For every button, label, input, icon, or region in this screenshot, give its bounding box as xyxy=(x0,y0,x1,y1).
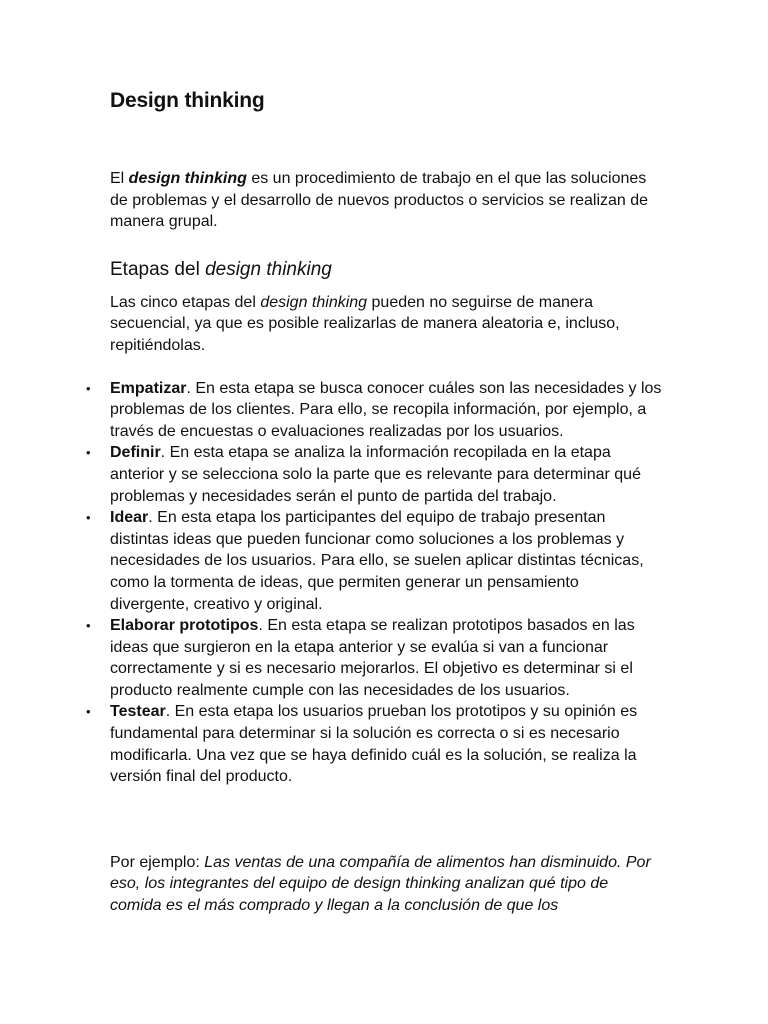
example-prefix: Por ejemplo: xyxy=(110,853,205,871)
intro-emphasis: design thinking xyxy=(128,170,247,187)
stage-text: . En esta etapa se busca conocer cuáles son las necesidades y los problemas de los clientes. Para ello, se recopila información, por ejemplo, a través de encuestas o evaluaciones realizadas por los usuarios. xyxy=(110,379,662,440)
bullet-icon: • xyxy=(86,380,91,396)
stages-list xyxy=(86,378,662,788)
example-italic-text: Las ventas de una compañía de alimentos han disminuido. Por eso, los integrantes del equipo de design thinking analizan qué tipo de comida es el más comprado y llegan a la conclusión de que los xyxy=(110,853,651,915)
stage-text: . En esta etapa los usuarios prueban los prototipos y su opinión es fundamental para determinar si la solución es correcta o si es necesario modificarla. Una vez que se haya definido cuál es la solución, se realiza la versión final del producto. xyxy=(110,703,638,786)
list-item xyxy=(86,507,662,615)
bullet-icon: • xyxy=(86,704,91,720)
section-paragraph xyxy=(110,292,662,357)
stage-name: Idear xyxy=(110,509,149,527)
stage-name: Empatizar xyxy=(110,379,187,397)
intro-paragraph xyxy=(110,168,662,233)
list-item xyxy=(86,701,662,787)
stage-name: Definir xyxy=(110,444,161,462)
list-item xyxy=(86,615,662,701)
section-heading-emphasis: design thinking xyxy=(205,258,332,280)
stage-text: . En esta etapa se realizan prototipos basados en las ideas que surgieron en la etapa anterior y se evalúa si van a funcionar correctamente y si es necesario mejorarlos. El objetivo es determinar si el producto realmente cumple con las necesidades de los usuarios. xyxy=(110,617,635,699)
document-title: Design thinking xyxy=(110,89,265,112)
section-paragraph-suffix: pueden no seguirse de manera secuencial, ya que es posible realizarlas de manera aleatoria e, incluso, repitiéndolas. xyxy=(110,293,620,354)
section-heading-prefix: Etapas del xyxy=(110,258,206,280)
example-paragraph xyxy=(110,852,662,917)
section-heading xyxy=(110,256,662,284)
section-paragraph-emphasis: design thinking xyxy=(260,293,368,311)
stage-text: . En esta etapa se analiza la información recopilada en la etapa anterior y se selecciona solo la parte que es relevante para determinar qué problemas y necesidades serán el punto de partida del trabajo. xyxy=(110,444,641,505)
bullet-icon: • xyxy=(86,618,91,634)
bullet-icon: • xyxy=(86,445,91,461)
stage-name: Elaborar prototipos xyxy=(110,617,259,635)
list-item xyxy=(86,442,662,507)
bullet-icon: • xyxy=(86,510,91,526)
stage-name: Testear xyxy=(110,703,166,721)
stage-text: . En esta etapa los participantes del equipo de trabajo presentan distintas ideas que pueden funcionar como soluciones a los problemas y necesidades de los usuarios. Para ello, se suelen aplicar distintas técnicas, como la tormenta de ideas, que permiten generar un pensamiento divergente, creativo y original. xyxy=(110,509,644,613)
section-paragraph-prefix: Las cinco etapas del xyxy=(110,293,261,311)
intro-prefix: El xyxy=(110,170,129,187)
list-item xyxy=(86,378,662,443)
intro-suffix: es un procedimiento de trabajo en el que las soluciones de problemas y el desarrollo de nuevos productos o servicios se realizan de manera grupal. xyxy=(110,170,649,231)
document-body xyxy=(86,86,662,917)
